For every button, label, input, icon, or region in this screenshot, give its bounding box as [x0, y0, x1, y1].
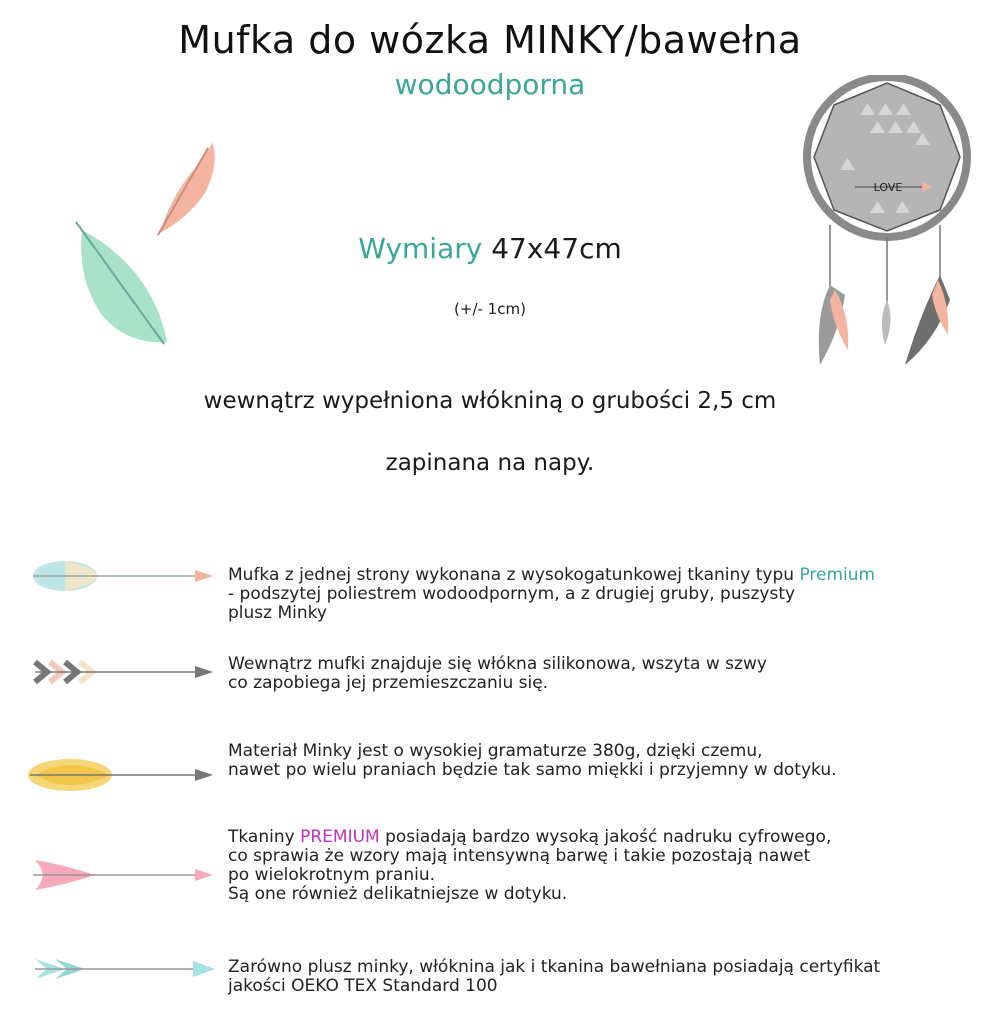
page-subtitle: wodoodporna	[394, 68, 586, 101]
yellow-feather-arrow-icon	[25, 750, 215, 800]
feather-arrow-icon	[25, 553, 215, 603]
feature-certificate	[228, 958, 988, 996]
feature-text: Mufka z jednej strony wykonana z wysokogatunkowej tkaniny typu	[228, 565, 800, 585]
feature-line: nawet po wielu praniach będzie tak samo miękki i przyjemny w dotyku.	[228, 760, 837, 780]
feature-line: Są one również delikatniejsze w dotyku.	[228, 884, 568, 904]
feature-line: co sprawia że wzory mają intensywną barwę i takie pozostają nawet	[228, 846, 811, 866]
feature-line	[228, 566, 988, 585]
feature-line: Wewnątrz mufki znajduje się włókna silikonowa, wszyta w szwy	[228, 654, 767, 674]
feature-line: po wielokrotnym praniu.	[228, 865, 436, 885]
feature-minky	[228, 742, 988, 780]
feature-text: Tkaniny	[228, 827, 301, 847]
feature-line: co zapobiega jej przemieszczaniu się.	[228, 673, 549, 693]
striped-arrow-icon	[25, 650, 215, 700]
feature-line: Zarówno plusz minky, włóknina jak i tkanina bawełniana posiadają certyfikat	[228, 957, 881, 977]
feature-line: Materiał Minky jest o wysokiej gramaturze 380g, dzięki czemu,	[228, 741, 763, 761]
mint-arrow-icon	[25, 945, 215, 995]
feature-line	[228, 828, 988, 847]
feature-print	[228, 828, 988, 904]
premium-highlight: PREMIUM	[300, 827, 380, 847]
dimensions-label: Wymiary	[358, 232, 483, 265]
dimensions-tolerance: (+/- 1cm)	[454, 300, 526, 318]
closure-description: zapinana na napy.	[385, 450, 595, 476]
feature-premium	[228, 566, 988, 623]
dimensions-value: 47x47cm	[491, 232, 622, 265]
feature-line: - podszytej poliestrem wodoodpornym, a z drugiej gruby, puszysty	[228, 584, 796, 604]
dreamcatcher-label: LOVE	[873, 181, 903, 194]
feature-silicone	[228, 655, 988, 693]
premium-highlight: Premium	[799, 565, 876, 585]
feature-line: jakości OEKO TEX Standard 100	[228, 976, 498, 996]
feature-line: plusz Minky	[228, 603, 327, 623]
page-title: Mufka do wózka MINKY/bawełna	[178, 18, 802, 62]
dimensions	[0, 232, 980, 265]
feature-text: posiadają bardzo wysoką jakość nadruku cyfrowego,	[379, 827, 832, 847]
pink-feather-arrow-icon	[25, 850, 215, 900]
dreamcatcher-icon	[800, 75, 980, 375]
filling-description: wewnątrz wypełniona włókniną o grubości 2,5 cm	[203, 388, 777, 414]
